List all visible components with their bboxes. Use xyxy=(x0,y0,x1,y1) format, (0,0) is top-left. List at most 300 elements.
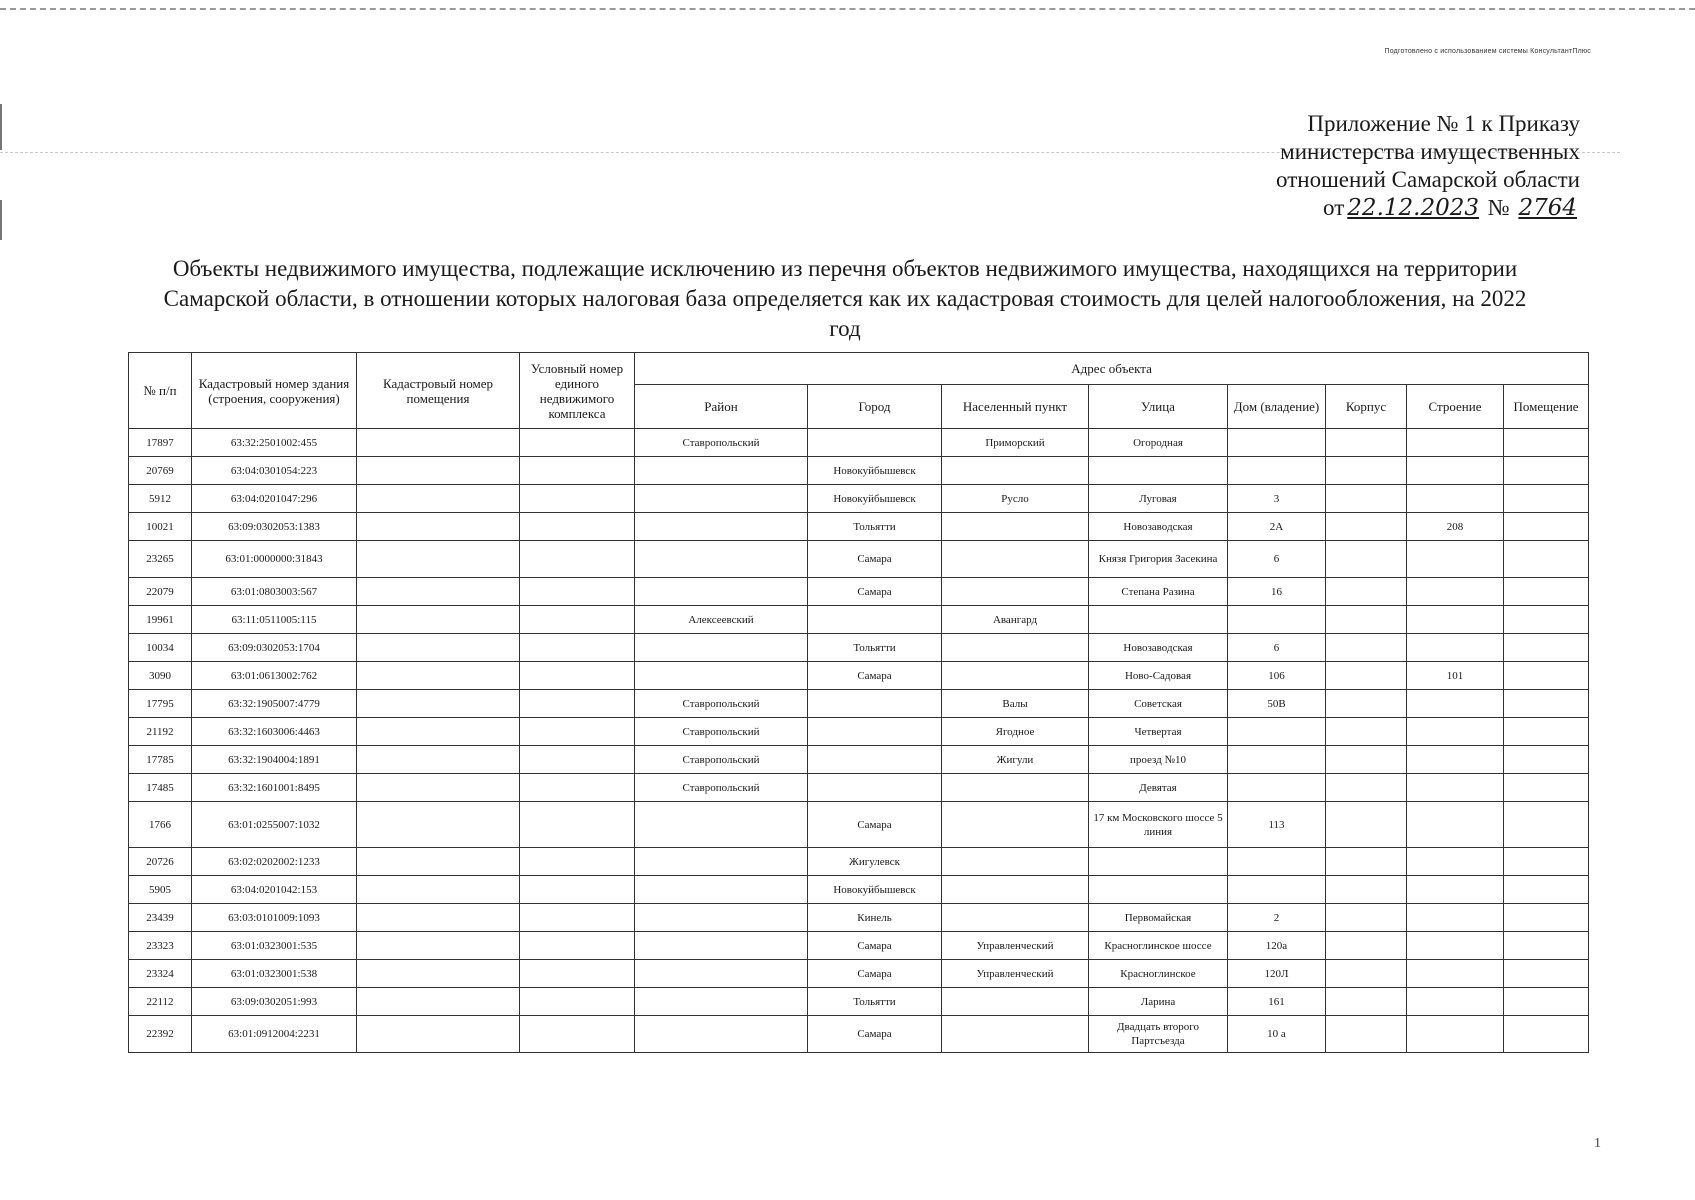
cell-premises xyxy=(1504,960,1589,988)
cell-cad-premises xyxy=(357,988,520,1016)
cell-korpus xyxy=(1326,876,1407,904)
cell-premises xyxy=(1504,634,1589,662)
cell-num: 21192 xyxy=(129,718,192,746)
cell-district: Ставропольский xyxy=(635,774,808,802)
cell-korpus xyxy=(1326,746,1407,774)
cell-street: Девятая xyxy=(1089,774,1228,802)
cell-num: 17795 xyxy=(129,690,192,718)
table-row xyxy=(129,513,1589,541)
cell-cad-building: 63:11:0511005:115 xyxy=(192,606,357,634)
cell-korpus xyxy=(1326,578,1407,606)
cell-street: Красноглинское xyxy=(1089,960,1228,988)
header-city: Город xyxy=(808,385,942,429)
cell-cond-number xyxy=(520,904,635,932)
cell-cad-premises xyxy=(357,848,520,876)
cell-house xyxy=(1228,718,1326,746)
cell-district xyxy=(635,457,808,485)
cell-house: 10 а xyxy=(1228,1016,1326,1053)
cell-cond-number xyxy=(520,988,635,1016)
table-row xyxy=(129,988,1589,1016)
cell-city xyxy=(808,690,942,718)
cell-premises xyxy=(1504,578,1589,606)
cell-korpus xyxy=(1326,904,1407,932)
cell-house xyxy=(1228,429,1326,457)
appendix-date-line xyxy=(1276,194,1580,222)
cell-district xyxy=(635,876,808,904)
cell-cond-number xyxy=(520,718,635,746)
cell-settlement: Ягодное xyxy=(942,718,1089,746)
cell-num: 23265 xyxy=(129,541,192,578)
cell-settlement: Валы xyxy=(942,690,1089,718)
cell-street xyxy=(1089,876,1228,904)
cell-premises xyxy=(1504,690,1589,718)
cell-cond-number xyxy=(520,690,635,718)
cell-cad-building: 63:02:0202002:1233 xyxy=(192,848,357,876)
cell-cad-premises xyxy=(357,904,520,932)
cell-house: 6 xyxy=(1228,634,1326,662)
cell-cad-premises xyxy=(357,429,520,457)
scan-top-edge-line xyxy=(0,8,1695,10)
cell-cad-building: 63:04:0301054:223 xyxy=(192,457,357,485)
cell-num: 5905 xyxy=(129,876,192,904)
cell-house: 50В xyxy=(1228,690,1326,718)
cell-city: Новокуйбышевск xyxy=(808,457,942,485)
cell-cad-building: 63:32:1601001:8495 xyxy=(192,774,357,802)
appendix-line-3: отношений Самарской области xyxy=(1276,167,1580,192)
cell-num: 20769 xyxy=(129,457,192,485)
cell-house xyxy=(1228,746,1326,774)
cell-settlement xyxy=(942,513,1089,541)
cell-cad-building: 63:01:0912004:2231 xyxy=(192,1016,357,1053)
cell-house xyxy=(1228,876,1326,904)
cell-premises xyxy=(1504,718,1589,746)
cell-district xyxy=(635,578,808,606)
cell-building xyxy=(1407,876,1504,904)
appendix-line-2: министерства имущественных xyxy=(1280,139,1580,164)
cell-cond-number xyxy=(520,932,635,960)
header-house: Дом (владение) xyxy=(1228,385,1326,429)
cell-house: 161 xyxy=(1228,988,1326,1016)
cell-cad-building: 63:09:0302051:993 xyxy=(192,988,357,1016)
cell-cad-premises xyxy=(357,746,520,774)
cell-city xyxy=(808,606,942,634)
header-address-group: Адрес объекта xyxy=(635,353,1589,385)
cell-city: Тольятти xyxy=(808,634,942,662)
cell-premises xyxy=(1504,802,1589,848)
cell-cad-building: 63:32:1603006:4463 xyxy=(192,718,357,746)
cell-korpus xyxy=(1326,662,1407,690)
cell-cad-building: 63:01:0803003:567 xyxy=(192,578,357,606)
cell-house: 2 xyxy=(1228,904,1326,932)
cell-house: 120Л xyxy=(1228,960,1326,988)
cell-cad-premises xyxy=(357,513,520,541)
cell-house: 2А xyxy=(1228,513,1326,541)
cell-num: 23439 xyxy=(129,904,192,932)
cell-street xyxy=(1089,606,1228,634)
cell-building xyxy=(1407,457,1504,485)
cell-cond-number xyxy=(520,746,635,774)
cell-building xyxy=(1407,932,1504,960)
cell-settlement xyxy=(942,988,1089,1016)
table-row xyxy=(129,429,1589,457)
cell-cad-premises xyxy=(357,690,520,718)
cell-num: 1766 xyxy=(129,802,192,848)
table-row xyxy=(129,634,1589,662)
cell-cad-building: 63:09:0302053:1704 xyxy=(192,634,357,662)
number-prefix: № xyxy=(1487,195,1510,220)
cell-building xyxy=(1407,429,1504,457)
cell-district xyxy=(635,541,808,578)
table-row xyxy=(129,746,1589,774)
cell-num: 23324 xyxy=(129,960,192,988)
table-row xyxy=(129,718,1589,746)
cell-cond-number xyxy=(520,578,635,606)
cell-num: 5912 xyxy=(129,485,192,513)
header-district: Район xyxy=(635,385,808,429)
cell-district xyxy=(635,513,808,541)
cell-cad-premises xyxy=(357,1016,520,1053)
cell-num: 17897 xyxy=(129,429,192,457)
cell-building xyxy=(1407,904,1504,932)
cell-korpus xyxy=(1326,932,1407,960)
table-row xyxy=(129,848,1589,876)
table-row xyxy=(129,876,1589,904)
cell-num: 10021 xyxy=(129,513,192,541)
cell-settlement: Управленческий xyxy=(942,960,1089,988)
cell-house xyxy=(1228,774,1326,802)
cell-cond-number xyxy=(520,774,635,802)
cell-cad-building: 63:09:0302053:1383 xyxy=(192,513,357,541)
cell-house xyxy=(1228,606,1326,634)
cell-district xyxy=(635,960,808,988)
cell-street: Новозаводская xyxy=(1089,513,1228,541)
cell-house: 16 xyxy=(1228,578,1326,606)
cell-premises xyxy=(1504,429,1589,457)
cell-cad-premises xyxy=(357,485,520,513)
cell-city: Самара xyxy=(808,932,942,960)
cell-cad-premises xyxy=(357,457,520,485)
appendix-line-1: Приложение № 1 к Приказу xyxy=(1307,111,1580,136)
cell-settlement: Приморский xyxy=(942,429,1089,457)
cell-premises xyxy=(1504,774,1589,802)
cell-cond-number xyxy=(520,960,635,988)
cell-district: Ставропольский xyxy=(635,690,808,718)
cell-cad-building: 63:03:0101009:1093 xyxy=(192,904,357,932)
cell-korpus xyxy=(1326,774,1407,802)
cell-district xyxy=(635,932,808,960)
table-row xyxy=(129,457,1589,485)
table-row xyxy=(129,578,1589,606)
header-settlement: Населенный пункт xyxy=(942,385,1089,429)
cell-korpus xyxy=(1326,457,1407,485)
cell-district xyxy=(635,848,808,876)
cell-cond-number xyxy=(520,485,635,513)
table-row xyxy=(129,485,1589,513)
cell-building xyxy=(1407,988,1504,1016)
cell-house: 6 xyxy=(1228,541,1326,578)
cell-korpus xyxy=(1326,802,1407,848)
cell-settlement xyxy=(942,774,1089,802)
cell-cad-building: 63:01:0000000:31843 xyxy=(192,541,357,578)
cell-city: Самара xyxy=(808,960,942,988)
cell-cad-premises xyxy=(357,802,520,848)
cell-premises xyxy=(1504,513,1589,541)
cell-cond-number xyxy=(520,541,635,578)
cell-cad-building: 63:32:2501002:455 xyxy=(192,429,357,457)
table-row xyxy=(129,1016,1589,1053)
cell-house: 106 xyxy=(1228,662,1326,690)
cell-num: 23323 xyxy=(129,932,192,960)
cell-street: Луговая xyxy=(1089,485,1228,513)
cell-cond-number xyxy=(520,606,635,634)
cell-cond-number xyxy=(520,429,635,457)
cell-city xyxy=(808,429,942,457)
cell-building xyxy=(1407,606,1504,634)
date-prefix: от xyxy=(1323,195,1345,220)
cell-num: 17485 xyxy=(129,774,192,802)
cell-premises xyxy=(1504,876,1589,904)
cell-settlement xyxy=(942,578,1089,606)
cell-korpus xyxy=(1326,1016,1407,1053)
cell-cond-number xyxy=(520,457,635,485)
cell-city: Новокуйбышевск xyxy=(808,485,942,513)
cell-district xyxy=(635,904,808,932)
cell-street: 17 км Московского шоссе 5 линия xyxy=(1089,802,1228,848)
cell-house: 120а xyxy=(1228,932,1326,960)
table-row xyxy=(129,606,1589,634)
cell-street: Советская xyxy=(1089,690,1228,718)
cell-building xyxy=(1407,718,1504,746)
cell-building xyxy=(1407,578,1504,606)
cell-cad-premises xyxy=(357,718,520,746)
cell-premises xyxy=(1504,848,1589,876)
cell-district: Алексеевский xyxy=(635,606,808,634)
cell-street: Двадцать второго Партсъезда xyxy=(1089,1016,1228,1053)
cell-district: Ставропольский xyxy=(635,429,808,457)
cell-premises xyxy=(1504,541,1589,578)
cell-cond-number xyxy=(520,802,635,848)
cell-street: проезд №10 xyxy=(1089,746,1228,774)
cell-building xyxy=(1407,485,1504,513)
cell-cond-number xyxy=(520,1016,635,1053)
cell-num: 17785 xyxy=(129,746,192,774)
cell-district xyxy=(635,802,808,848)
cell-premises xyxy=(1504,904,1589,932)
cell-korpus xyxy=(1326,541,1407,578)
cell-korpus xyxy=(1326,429,1407,457)
cell-street: Четвертая xyxy=(1089,718,1228,746)
cell-cad-building: 63:01:0323001:538 xyxy=(192,960,357,988)
cell-korpus xyxy=(1326,848,1407,876)
cell-cad-premises xyxy=(357,541,520,578)
cell-cad-premises xyxy=(357,876,520,904)
cell-district xyxy=(635,485,808,513)
table-row xyxy=(129,802,1589,848)
cell-district: Ставропольский xyxy=(635,718,808,746)
cell-street: Огородная xyxy=(1089,429,1228,457)
cell-building xyxy=(1407,690,1504,718)
cell-settlement: Русло xyxy=(942,485,1089,513)
cell-settlement: Управленческий xyxy=(942,932,1089,960)
cell-premises xyxy=(1504,932,1589,960)
cell-city: Самара xyxy=(808,1016,942,1053)
cell-korpus xyxy=(1326,718,1407,746)
cell-city: Тольятти xyxy=(808,988,942,1016)
cell-settlement xyxy=(942,1016,1089,1053)
cell-street: Красноглинское шоссе xyxy=(1089,932,1228,960)
property-table xyxy=(128,352,1589,1053)
cell-num: 22392 xyxy=(129,1016,192,1053)
cell-settlement xyxy=(942,876,1089,904)
cell-house xyxy=(1228,457,1326,485)
header-cad-premises: Кадастровый номер помещения xyxy=(357,353,520,429)
cell-building xyxy=(1407,634,1504,662)
cell-district: Ставропольский xyxy=(635,746,808,774)
cell-korpus xyxy=(1326,634,1407,662)
scan-left-edge-mark xyxy=(0,104,2,150)
cell-cad-premises xyxy=(357,634,520,662)
cell-street: Ларина xyxy=(1089,988,1228,1016)
cell-cad-premises xyxy=(357,932,520,960)
cell-city: Жигулевск xyxy=(808,848,942,876)
cell-street xyxy=(1089,848,1228,876)
cell-house: 113 xyxy=(1228,802,1326,848)
cell-street: Степана Разина xyxy=(1089,578,1228,606)
cell-cond-number xyxy=(520,662,635,690)
cell-cad-premises xyxy=(357,774,520,802)
cell-num: 22079 xyxy=(129,578,192,606)
cell-building xyxy=(1407,802,1504,848)
cell-num: 19961 xyxy=(129,606,192,634)
cell-city: Новокуйбышевск xyxy=(808,876,942,904)
cell-korpus xyxy=(1326,690,1407,718)
scan-left-edge-mark xyxy=(0,200,2,240)
consultant-plus-note: Подготовлено с использованием системы КонсультантПлюс xyxy=(1384,48,1591,55)
header-building: Строение xyxy=(1407,385,1504,429)
cell-cad-building: 63:04:0201042:153 xyxy=(192,876,357,904)
cell-num: 10034 xyxy=(129,634,192,662)
appendix-header xyxy=(1276,110,1580,222)
cell-cond-number xyxy=(520,513,635,541)
cell-cond-number xyxy=(520,634,635,662)
document-title: Объекты недвижимого имущества, подлежащие исключению из перечня объектов недвижимого имущества, находящихся на территории Самарской области, в отношении которых налоговая база определяется как их кадастровая стоимость для целей налогообложения, на 2022 год xyxy=(163,256,1527,341)
cell-city: Самара xyxy=(808,541,942,578)
cell-city xyxy=(808,746,942,774)
cell-premises xyxy=(1504,485,1589,513)
cell-cad-building: 63:01:0613002:762 xyxy=(192,662,357,690)
header-cond-number: Условный номер единого недвижимого комплекса xyxy=(520,353,635,429)
cell-street: Новозаводская xyxy=(1089,634,1228,662)
cell-building xyxy=(1407,774,1504,802)
cell-cad-building: 63:32:1905007:4779 xyxy=(192,690,357,718)
cell-street xyxy=(1089,457,1228,485)
cell-district xyxy=(635,634,808,662)
header-street: Улица xyxy=(1089,385,1228,429)
cell-premises xyxy=(1504,457,1589,485)
cell-district xyxy=(635,662,808,690)
cell-settlement: Авангард xyxy=(942,606,1089,634)
cell-building xyxy=(1407,541,1504,578)
cell-cond-number xyxy=(520,848,635,876)
table-body xyxy=(129,429,1589,1053)
table-row xyxy=(129,690,1589,718)
cell-city xyxy=(808,774,942,802)
cell-street: Князя Григория Засекина xyxy=(1089,541,1228,578)
cell-street: Первомайская xyxy=(1089,904,1228,932)
cell-premises xyxy=(1504,1016,1589,1053)
cell-korpus xyxy=(1326,960,1407,988)
table-row xyxy=(129,662,1589,690)
cell-cad-building: 63:01:0323001:535 xyxy=(192,932,357,960)
cell-premises xyxy=(1504,606,1589,634)
cell-cad-premises xyxy=(357,662,520,690)
cell-building xyxy=(1407,1016,1504,1053)
table-row xyxy=(129,541,1589,578)
cell-num: 22112 xyxy=(129,988,192,1016)
cell-city: Самара xyxy=(808,802,942,848)
cell-cad-building: 63:32:1904004:1891 xyxy=(192,746,357,774)
cell-settlement xyxy=(942,457,1089,485)
cell-building: 208 xyxy=(1407,513,1504,541)
cell-house xyxy=(1228,848,1326,876)
cell-settlement xyxy=(942,634,1089,662)
cell-building xyxy=(1407,960,1504,988)
cell-settlement xyxy=(942,541,1089,578)
cell-cad-premises xyxy=(357,578,520,606)
cell-premises xyxy=(1504,746,1589,774)
order-date: 22.12.2023 xyxy=(1347,195,1479,221)
page-number: 1 xyxy=(1594,1136,1601,1151)
cell-settlement xyxy=(942,904,1089,932)
cell-num: 20726 xyxy=(129,848,192,876)
cell-city: Самара xyxy=(808,578,942,606)
table-row xyxy=(129,960,1589,988)
cell-city: Тольятти xyxy=(808,513,942,541)
table-row xyxy=(129,774,1589,802)
cell-premises xyxy=(1504,988,1589,1016)
header-num: № п/п xyxy=(129,353,192,429)
header-korpus: Корпус xyxy=(1326,385,1407,429)
cell-city xyxy=(808,718,942,746)
order-number: 2764 xyxy=(1518,195,1577,221)
cell-korpus xyxy=(1326,485,1407,513)
cell-settlement xyxy=(942,662,1089,690)
cell-cad-premises xyxy=(357,606,520,634)
header-cad-building: Кадастровый номер здания (строения, сооружения) xyxy=(192,353,357,429)
cell-korpus xyxy=(1326,606,1407,634)
cell-cad-premises xyxy=(357,960,520,988)
cell-street: Ново-Садовая xyxy=(1089,662,1228,690)
cell-city: Самара xyxy=(808,662,942,690)
cell-cad-building: 63:04:0201047:296 xyxy=(192,485,357,513)
cell-settlement xyxy=(942,802,1089,848)
table-row xyxy=(129,904,1589,932)
cell-settlement xyxy=(942,848,1089,876)
cell-building: 101 xyxy=(1407,662,1504,690)
cell-building xyxy=(1407,848,1504,876)
header-premises: Помещение xyxy=(1504,385,1589,429)
cell-house: 3 xyxy=(1228,485,1326,513)
cell-district xyxy=(635,988,808,1016)
cell-city: Кинель xyxy=(808,904,942,932)
table-row xyxy=(129,932,1589,960)
cell-korpus xyxy=(1326,513,1407,541)
cell-cond-number xyxy=(520,876,635,904)
cell-korpus xyxy=(1326,988,1407,1016)
cell-settlement: Жигули xyxy=(942,746,1089,774)
cell-building xyxy=(1407,746,1504,774)
cell-cad-building: 63:01:0255007:1032 xyxy=(192,802,357,848)
